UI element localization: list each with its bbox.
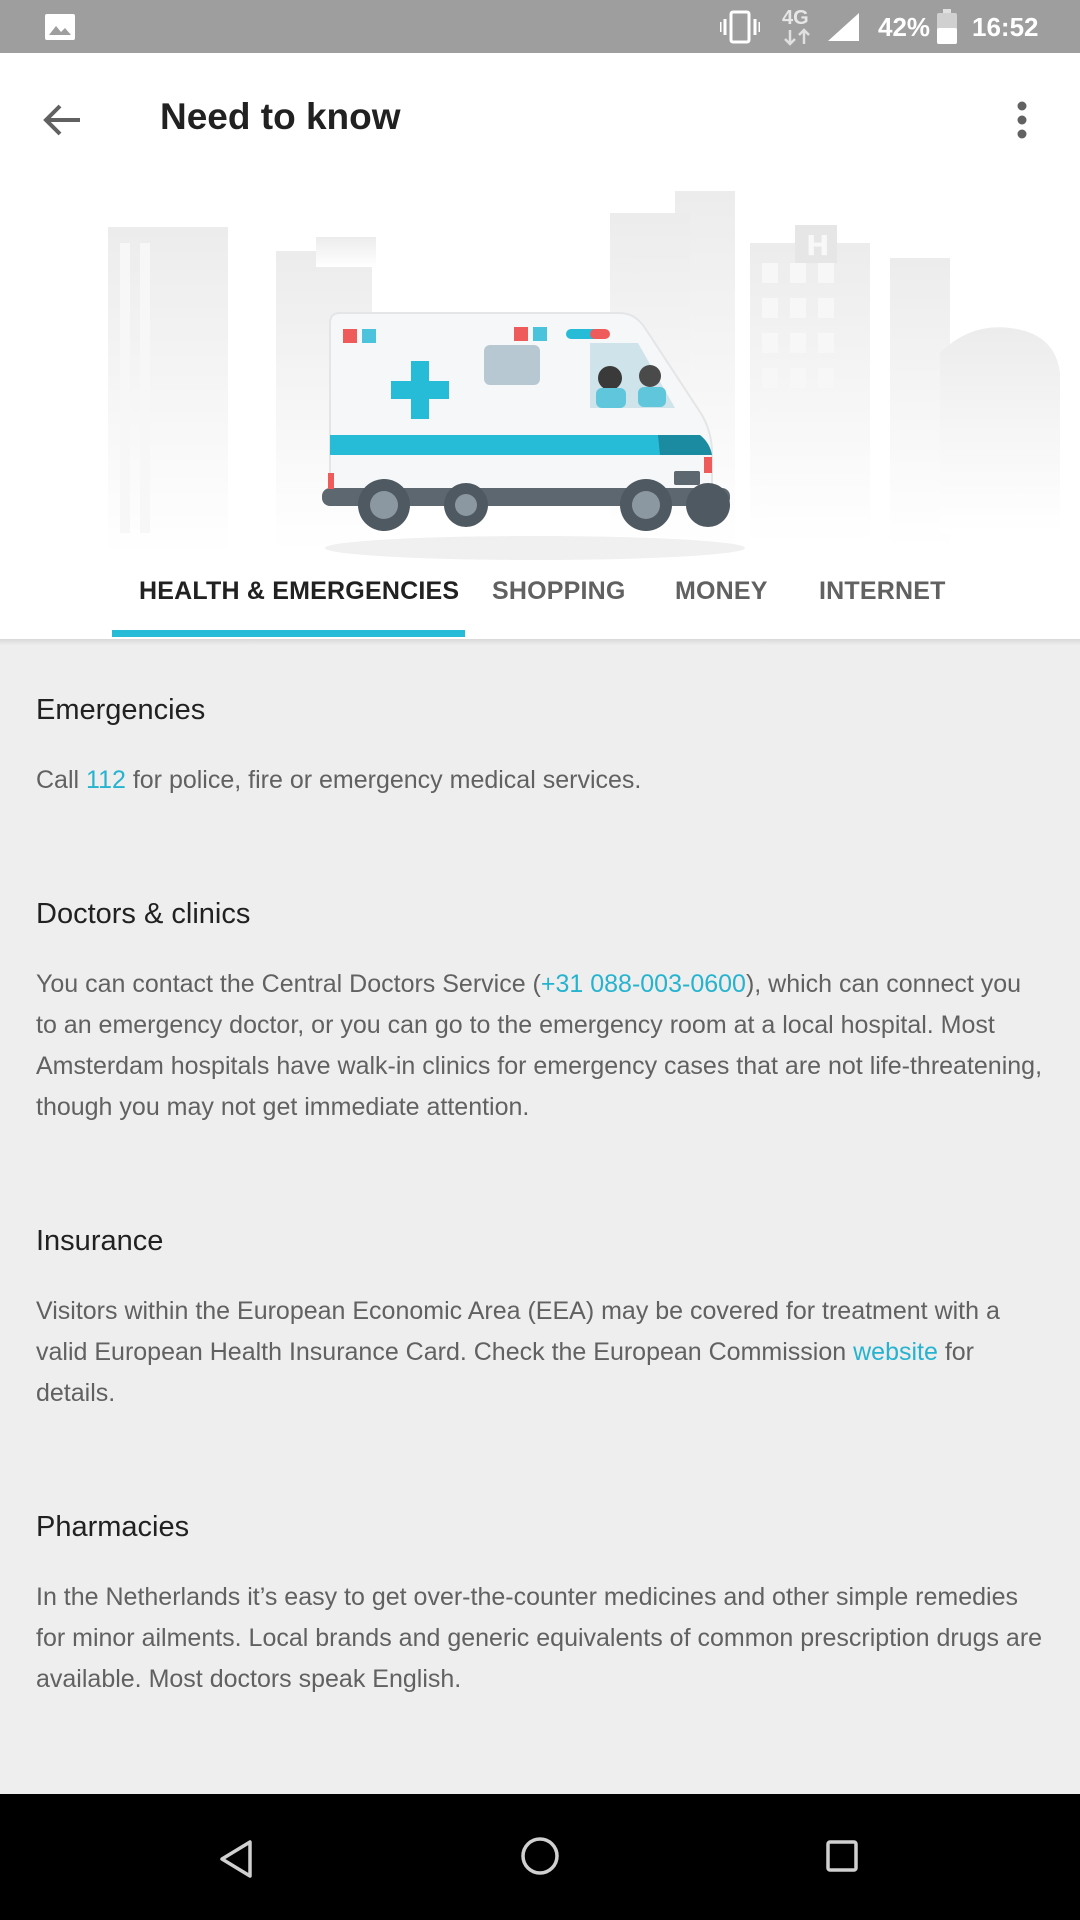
tab-health-emergencies[interactable]: HEALTH & EMERGENCIES (139, 577, 460, 605)
arrow-back-icon (46, 106, 80, 134)
network-arrows-icon (782, 28, 812, 46)
more-options-button[interactable] (1000, 86, 1044, 154)
emergency-number-link[interactable]: 112 (86, 766, 126, 794)
signal-icon (826, 12, 860, 42)
section-title: Emergencies (36, 694, 206, 726)
section-title: Pharmacies (36, 1511, 190, 1543)
nav-back-button[interactable] (212, 1834, 262, 1884)
nav-back-icon (222, 1842, 250, 1876)
body-text: for police, fire or emergency medical services. (125, 766, 642, 794)
section-pharmacies (36, 1507, 1046, 1700)
vibrate-icon (720, 10, 760, 44)
nav-recents-icon (828, 1842, 856, 1870)
page-title: Need to know (160, 96, 401, 137)
gallery-icon (44, 13, 76, 41)
body-text: Visitors within the European Economic Area (EEA) may be covered for treatment with a valid European Health Insurance Card. Check the European Commission (36, 1297, 1000, 1366)
section-body (36, 1291, 1046, 1414)
clock: 16:52 (972, 12, 1039, 42)
section-body (36, 964, 1046, 1128)
more-vert-icon (1018, 102, 1027, 139)
toolbar (0, 53, 1080, 179)
battery-percent: 42% (878, 12, 931, 42)
network-type: 4G (782, 7, 809, 29)
content-list (36, 690, 1046, 1700)
tab-bar (0, 543, 1080, 639)
tab-shopping[interactable]: SHOPPING (492, 577, 626, 605)
section-body (36, 760, 1046, 801)
section-body: In the Netherlands it’s easy to get over-the-counter medicines and other simple remedies for minor ailments. Local brands and generic equivalents of common prescription drugs are available. Most doctors speak English. (36, 1583, 1043, 1693)
section-doctors-clinics (36, 894, 1046, 1128)
header (0, 53, 1080, 639)
battery-icon (936, 9, 958, 45)
body-text: You can contact the Central Doctors Service ( (36, 970, 541, 998)
system-nav-bar (0, 1794, 1080, 1920)
nav-home-icon (523, 1839, 557, 1873)
body-text: for details. (36, 1338, 974, 1407)
section-title: Insurance (36, 1225, 164, 1257)
tab-money[interactable]: MONEY (675, 577, 768, 605)
website-link[interactable]: website (853, 1338, 938, 1366)
section-emergencies (36, 690, 1046, 801)
body-text: ), which can connect you to an emergency doctor, or you can go to the emergency room at a local hospital. Most Amsterdam hospitals have walk-in clinics for emergency cases that are not life-threatening, though you may not get immediate attention. (36, 970, 1043, 1121)
nav-home-button[interactable] (515, 1831, 565, 1881)
header-shadow (0, 639, 1080, 645)
section-insurance (36, 1221, 1046, 1414)
doctors-phone-link[interactable]: +31 088-003-0600 (540, 970, 746, 998)
section-title: Doctors & clinics (36, 898, 251, 930)
back-button[interactable] (28, 86, 96, 154)
nav-recents-button[interactable] (817, 1831, 867, 1881)
svg-text:H: H (806, 229, 830, 262)
status-bar (0, 0, 1080, 53)
ambulance-illustration (90, 133, 1060, 573)
tab-internet[interactable]: INTERNET (819, 577, 946, 605)
active-tab-indicator (112, 630, 465, 637)
body-text: Call (36, 766, 87, 794)
